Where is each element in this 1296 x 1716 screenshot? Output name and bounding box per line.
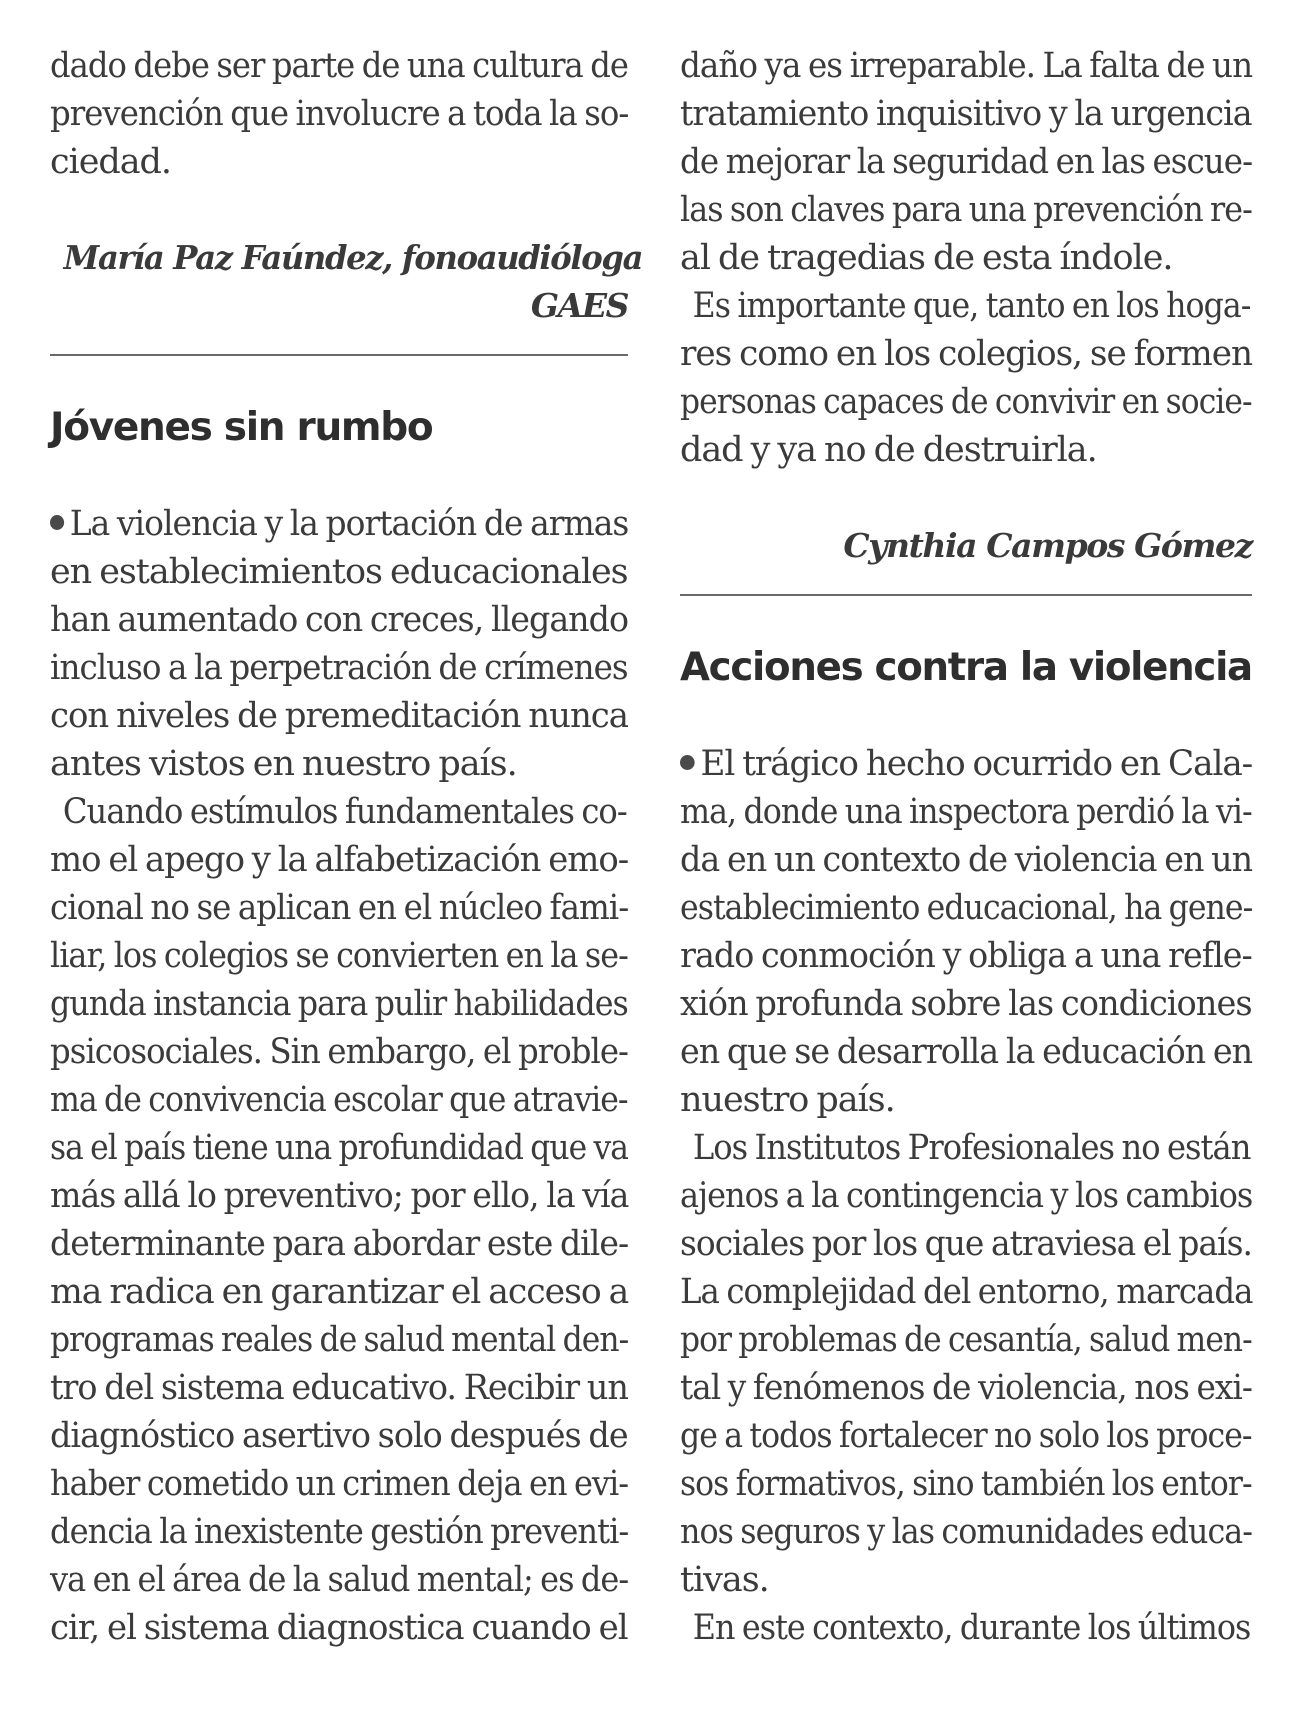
text-line: sa el país tiene una profundidad que va <box>50 1128 629 1168</box>
text-line: ajenos a la contingencia y los cambios <box>680 1176 1253 1216</box>
text-line: gunda instancia para pulir habilidades <box>50 984 628 1024</box>
article-paragraph <box>50 788 628 1652</box>
text-line: xión profunda sobre las condiciones <box>680 984 1252 1024</box>
text-line: tal y fenómenos de violencia, nos exi- <box>680 1368 1252 1408</box>
letter-signature-name: María Paz Faúndez, fonoaudióloga <box>63 238 643 277</box>
letter-continuation-paragraph <box>680 42 1252 282</box>
article-paragraph <box>680 740 1252 1124</box>
text-line: ge a todos fortalecer no solo los proce- <box>680 1416 1252 1456</box>
text-line: cir, el sistema diagnostica cuando el <box>50 1608 628 1648</box>
text-line: Cuando estímulos fundamentales co- <box>62 792 627 832</box>
text-line: da en un contexto de violencia en un <box>680 840 1253 880</box>
text-line: las son claves para una prevención re- <box>680 190 1252 230</box>
text-line: personas capaces de convivir en socie- <box>680 382 1252 422</box>
text-line: liar, los colegios se convierten en la se- <box>50 936 628 976</box>
text-line: sociales por los que atraviesa el país. <box>680 1224 1252 1264</box>
left-column <box>50 42 643 1652</box>
text-line: de mejorar la seguridad en las escue- <box>680 142 1253 182</box>
article-headline: Acciones contra la violencia <box>680 645 1252 690</box>
text-line: mo el apego y la alfabetización emo- <box>50 840 629 880</box>
text-line: antes vistos en nuestro país. <box>50 744 517 784</box>
text-line: ma radica en garantizar el acceso a <box>50 1272 629 1312</box>
letter-signature-name: Cynthia Campos Gómez <box>843 526 1252 565</box>
text-line: ma, donde una inspectora perdió la vi- <box>680 792 1252 832</box>
text-line: tivas. <box>680 1560 769 1600</box>
text-line: al de tragedias de esta índole. <box>680 238 1173 278</box>
text-line: han aumentado con creces, llegando <box>50 600 629 640</box>
bullet-icon <box>50 515 64 530</box>
text-line: dencia la inexistente gestión preventi- <box>50 1512 629 1552</box>
text-line: En este contexto, durante los últimos <box>692 1608 1251 1648</box>
text-line: establecimiento educacional, ha gene- <box>680 888 1253 928</box>
text-line: en que se desarrolla la educación en <box>680 1032 1253 1072</box>
text-line: tro del sistema educativo. Recibir un <box>50 1368 628 1408</box>
article-paragraph <box>680 1124 1252 1604</box>
text-line: incluso a la perpetración de crímenes <box>50 648 628 688</box>
right-column <box>680 42 1252 1652</box>
text-line: dad y ya no de destruirla. <box>680 430 1097 470</box>
bullet-icon <box>680 755 695 770</box>
text-line: haber cometido un crimen deja en evi- <box>50 1464 629 1504</box>
article-headline: Jóvenes sin rumbo <box>50 405 433 450</box>
text-line: Es importante que, tanto en los hoga- <box>692 286 1251 326</box>
text-line: tratamiento inquisitivo y la urgencia <box>680 94 1252 134</box>
text-line: nos seguros y las comunidades educa- <box>680 1512 1253 1552</box>
letter-continuation-paragraph <box>680 282 1252 474</box>
text-line: dado debe ser parte de una cultura de <box>50 46 628 86</box>
text-line: sos formativos, sino también los entor- <box>680 1464 1252 1504</box>
text-line: cional no se aplican en el núcleo fami- <box>50 888 629 928</box>
text-line: por problemas de cesantía, salud men- <box>680 1320 1252 1360</box>
article-paragraph <box>50 500 628 788</box>
text-line: va en el área de la salud mental; es de- <box>50 1560 629 1600</box>
text-line: daño ya es irreparable. La falta de un <box>680 46 1253 86</box>
letter-closing-paragraph <box>50 42 628 186</box>
letter-signature-org: GAES <box>530 286 628 325</box>
text-line: Los Institutos Profesionales no están <box>692 1128 1251 1168</box>
text-line: más allá lo preventivo; por ello, la vía <box>50 1176 629 1216</box>
text-line: rado conmoción y obliga a una refle- <box>680 936 1252 976</box>
text-line: La complejidad del entorno, marcada <box>680 1272 1253 1312</box>
text-line: con niveles de premeditación nunca <box>50 696 629 736</box>
text-line: determinante para abordar este dile- <box>50 1224 629 1264</box>
text-line: La violencia y la portación de armas <box>50 500 594 548</box>
text-line: programas reales de salud mental den- <box>50 1320 629 1360</box>
text-line: res como en los colegios, se formen <box>680 334 1253 374</box>
text-line: ma de convivencia escolar que atravie- <box>50 1080 628 1120</box>
text-line: psicosociales. Sin embargo, el proble- <box>50 1032 628 1072</box>
text-line: diagnóstico asertivo solo después de <box>50 1416 628 1456</box>
text-line: prevención que involucre a toda la so- <box>50 94 629 134</box>
article-paragraph <box>680 1604 1252 1652</box>
text-line: El trágico hecho ocurrido en Cala- <box>680 740 1238 788</box>
text-line: en establecimientos educacionales <box>50 552 628 592</box>
text-line: ciedad. <box>50 142 171 182</box>
text-line: nuestro país. <box>680 1080 895 1120</box>
